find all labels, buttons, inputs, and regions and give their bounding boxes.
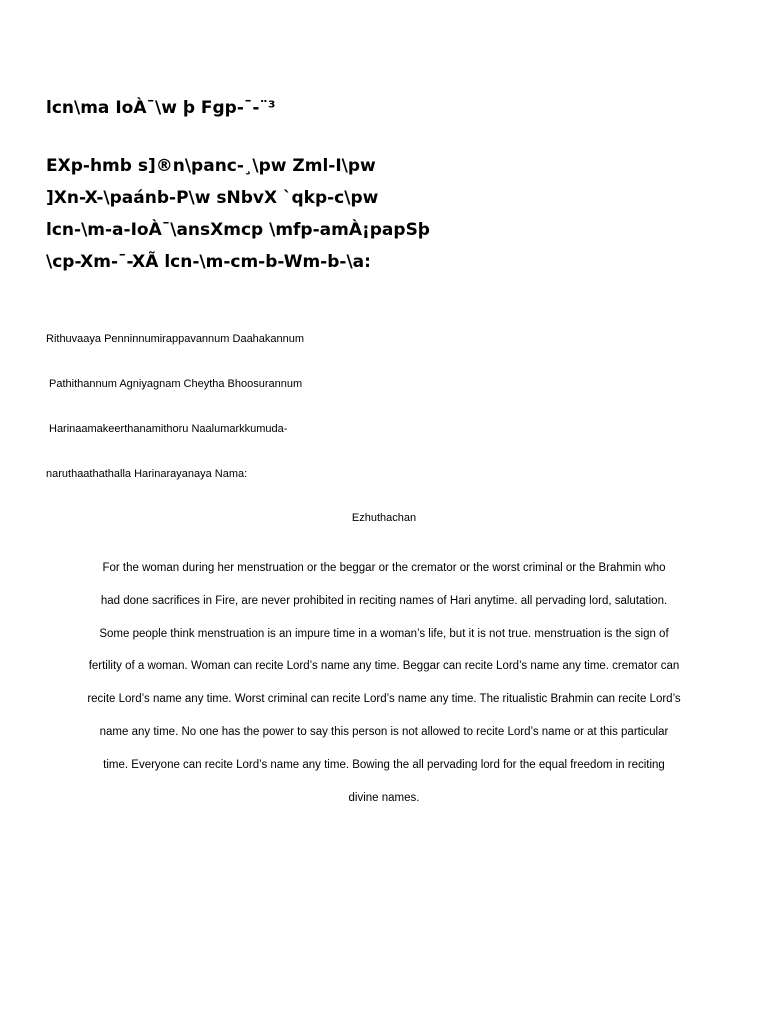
document-title: lcn\ma IoÀ¯\w þ Fgp-¯-¨³ xyxy=(46,98,276,118)
malayalam-verse xyxy=(46,150,430,278)
translation-line: divine names. xyxy=(348,791,420,804)
translation-line: For the woman during her menstruation or the beggar or the cremator or the worst criminal or the Brahmin who xyxy=(102,562,666,574)
translation-line: name any time. No one has the power to say this person is not allowed to recite Lord’s name or at this particular xyxy=(99,725,669,738)
translation-line: had done sacrifices in Fire, are never prohibited in reciting names of Hari anytime. all pervading lord, salutation. xyxy=(100,594,668,607)
verse-line: lcn-\m-a-IoÀ¯\ansXmcp \mfp-amÀ¡papSþ xyxy=(46,220,430,240)
transliteration-line: Harinaamakeerthanamithoru Naalumarkkumuda- xyxy=(49,423,288,435)
translation-line: fertility of a woman. Woman can recite Lord’s name any time. Beggar can recite Lord’s name any time. cremator can xyxy=(88,660,680,673)
transliteration-line: Pathithannum Agniyagnam Cheytha Bhoosurannum xyxy=(49,378,303,390)
transliteration-line: naruthaathathalla Harinarayanaya Nama: xyxy=(46,468,248,480)
verse-line: ]Xn-X-\paánb-P\w sNbvX `qkp-c\pw xyxy=(46,188,379,208)
author-name: Ezhuthachan xyxy=(351,512,417,524)
translation-line: recite Lord’s name any time. Worst criminal can recite Lord’s name any time. The ritualistic Brahmin can recite Lord’s xyxy=(87,693,681,706)
verse-line: EXp-hmb s]®n\panc-¸\pw Zml-I\pw xyxy=(46,156,376,176)
translation-line: time. Everyone can recite Lord’s name any time. Bowing the all pervading lord for the equal freedom in reciting xyxy=(103,758,665,771)
translation-line: Some people think menstruation is an impure time in a woman’s life, but it is not true. menstruation is the sign of xyxy=(99,627,669,640)
english-translation xyxy=(44,552,724,814)
verse-line: \cp-Xm-¯-XÃ lcn-\m-cm-b-Wm-b-\a: xyxy=(46,252,371,272)
transliteration-line: Rithuvaaya Penninnumirappavannum Daahakannum xyxy=(46,333,305,345)
